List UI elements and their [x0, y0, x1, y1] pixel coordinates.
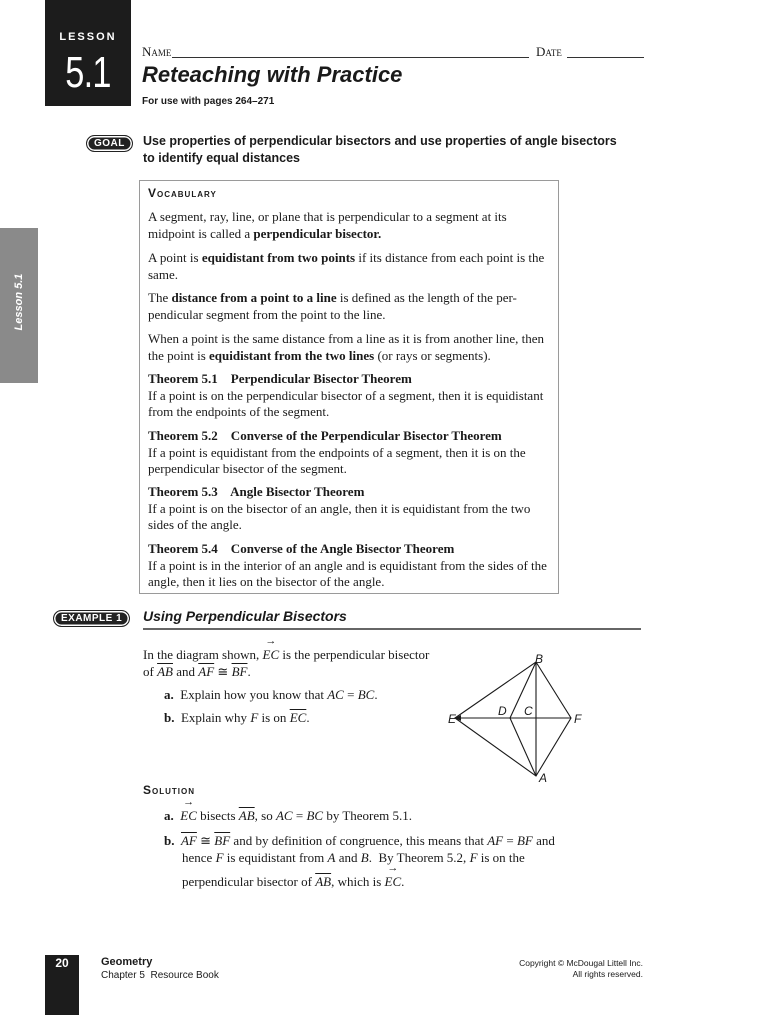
- page-title: Reteaching with Practice: [142, 62, 403, 87]
- solution-part-b-cont: hence F is equidistant from A and B. By Theorem 5.2, F is on the: [182, 850, 525, 865]
- date-label: Date: [536, 44, 562, 59]
- vocab-item: The distance from a point to a line is defined as the length of the per-pendicular segment from the point to the line.: [148, 290, 517, 322]
- label-f: F: [574, 712, 582, 726]
- theorem-block: [148, 541, 553, 591]
- label-e: E: [448, 712, 457, 726]
- theorem-text: If a point is on the bisector of an angle, then it is equidistant from the two sides of the angle.: [148, 500, 531, 532]
- footer-chapter: Chapter 5 Resource Book: [101, 970, 219, 981]
- kite-diagram: [443, 648, 593, 788]
- theorem-text: If a point is on the perpendicular bisector of a segment, then it is equidistant from the endpoints of the segment.: [148, 387, 544, 419]
- goal-text: Use properties of perpendicular bisectors and use properties of angle bisectors to identify equal distances: [143, 134, 617, 165]
- example-title: Using Perpendicular Bisectors: [143, 608, 347, 624]
- vocabulary-box: [139, 180, 559, 594]
- example-problem: In the diagram shown, → EC is the perpendicular bisector of $\overline{AB}$ and $\overline{AF}$ ≅ $\overline{BF}$.: [143, 647, 433, 680]
- example-part-b: b. Explain why F is on $\overline{EC}$.: [164, 710, 310, 725]
- example-divider: [143, 628, 641, 630]
- date-field[interactable]: [567, 57, 644, 58]
- solution-part-b: b. $\overline{AF}$ ≅ $\overline{BF}$ and by definition of congruence, this means that AF = BF and: [164, 833, 555, 848]
- page-number: 20: [55, 956, 69, 970]
- footer-copyright: Copyright © McDougal Littell Inc. All rights reserved.: [519, 958, 643, 979]
- theorem-block: [148, 484, 553, 534]
- footer-book-title: Geometry: [101, 956, 153, 968]
- side-tab: [0, 228, 38, 383]
- lesson-number: 5.1: [65, 48, 111, 97]
- theorem-block: [148, 428, 553, 478]
- vocabulary-title: Vocabulary: [148, 186, 217, 200]
- goal-badge: GOAL: [86, 135, 133, 152]
- theorem-heading: Theorem 5.3 Angle Bisector Theorem: [148, 484, 365, 499]
- theorem-heading: Theorem 5.2 Converse of the Perpendicular Bisector Theorem: [148, 428, 502, 443]
- label-d: D: [498, 704, 507, 718]
- example-badge: EXAMPLE 1: [53, 610, 130, 627]
- theorem-heading: Theorem 5.4 Converse of the Angle Bisector Theorem: [148, 541, 455, 556]
- solution-part-a: a. → EC bisects $\overline{AB}$, so AC = BC by Theorem 5.1.: [164, 808, 412, 825]
- label-b: B: [535, 652, 544, 666]
- label-c: C: [524, 704, 533, 718]
- theorem-block: [148, 371, 553, 421]
- solution-title: Solution: [143, 783, 195, 797]
- name-date-row: [142, 44, 644, 60]
- kite-outline: [455, 662, 571, 776]
- lesson-badge: [45, 0, 131, 106]
- vocab-item: A point is equidistant from two points if its distance from each point is the same.: [148, 250, 545, 282]
- side-tab-label: Lesson 5.1: [13, 273, 25, 331]
- page-subtitle: For use with pages 264–271: [142, 96, 275, 107]
- name-label: Name: [142, 44, 172, 59]
- theorem-text: If a point is in the interior of an angle and is equidistant from the sides of the angle, then it lies on the bisector of the angle.: [148, 557, 547, 589]
- label-a: A: [539, 771, 548, 785]
- vocab-item: When a point is the same distance from a line as it is from another line, then the point is equidistant from the two lines (or rays or segments).: [148, 331, 545, 363]
- lesson-label: LESSON: [59, 31, 117, 43]
- vocab-item: A segment, ray, line, or plane that is perpendicular to a segment at its midpoint is called a perpendicular bisector.: [148, 209, 507, 241]
- example-part-a: a. Explain how you know that AC = BC.: [164, 687, 378, 702]
- name-field[interactable]: [172, 57, 529, 58]
- theorem-text: If a point is equidistant from the endpoints of a segment, then it is on the perpendicular bisector of the segment.: [148, 444, 526, 476]
- theorem-heading: Theorem 5.1 Perpendicular Bisector Theorem: [148, 371, 412, 386]
- solution-part-b-end: perpendicular bisector of $\overline{AB}$, which is → EC.: [182, 874, 612, 891]
